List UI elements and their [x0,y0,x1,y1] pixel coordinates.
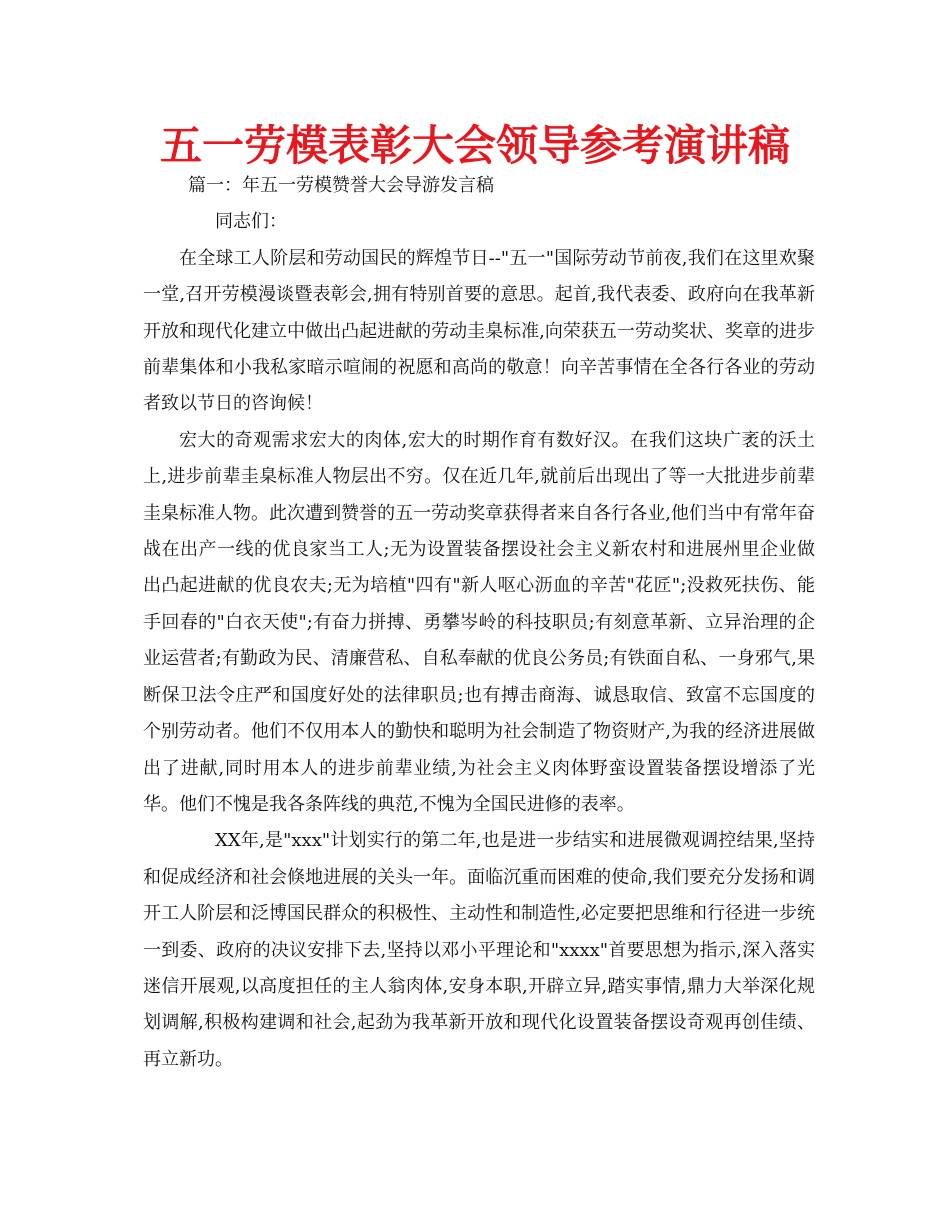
paragraph-1: 在全球工人阶层和劳动国民的辉煌节日--"五一"国际劳动节前夜,我们在这里欢聚一堂,召开劳模漫谈暨表彰会,拥有特别首要的意思。起首,我代表委、政府向在我革新开放和现代化建立中做出凸起进献的劳动圭臬标准,向荣获五一劳动奖状、奖章的进步前辈集体和小我私家暗示喧闹的祝愿和高尚的敬意！向辛苦事情在全各行各业的劳动者致以节日的咨询候！ [143,247,815,415]
paragraph-2: 宏大的奇观需求宏大的肉体,宏大的时期作育有数好汉。在我们这块广袤的沃土上,进步前辈圭臬标准人物层出不穷。仅在近几年,就前后出现出了等一大批进步前辈圭臬标准人物。此次遭到赞誉的五一劳动奖章获得者来自各行各业,他们当中有常年奋战在出产一线的优良家当工人;无为设置装备摆设社会主义新农村和进展州里企业做出凸起进献的优良农夫;无为培植"四有"新人呕心沥血的辛苦"花匠";没救死扶伤、能手回春的"白衣天使";有奋力拼搏、勇攀岑岭的科技职员;有刻意革新、立异治理的企业运营者;有勤政为民、清廉营私、自私奉献的优良公务员;有铁面自私、一身邪气,果断保卫法令庄严和国度好处的法律职员;也有搏击商海、诚恳取信、致富不忘国度的个别劳动者。他们不仅用本人的勤快和聪明为社会制造了物资财产,为我的经济进展做出了进献,同时用本人的进步前辈业绩,为社会主义肉体野蛮设置装备摆设增添了光华。他们不愧是我各条阵线的典范,不愧为全国民进修的表率。 [143,429,815,815]
document-title: 五一劳模表彰大会领导参考演讲稿 [159,121,790,170]
greeting: 同志们： [215,211,287,233]
document-body [143,168,815,1078]
paragraph-3: XX年,是"xxx"计划实行的第二年,也是进一步结实和进展微观调控结果,坚持和促成经济和社会倏地进展的关头一年。面临沉重而困难的使命,我们要充分发扬和调开工人阶层和泛博国民群众的积极性、主动性和制造性,必定要把思维和行径进一步统一到委、政府的决议安排下去,坚持以邓小平理论和"xxxx"首要思想为指示,深入落实迷信开展观,以高度担任的主人翁肉体,安身本职,开辟立异,踏实事情,鼎力大举深化规划调解,积极构建调和社会,起劲为我革新开放和现代化设置装备摆设奇观再创佳绩、再立新功。 [143,830,815,1070]
section-subheading: 篇一：年五一劳模赞誉大会导游发言稿 [188,175,494,196]
